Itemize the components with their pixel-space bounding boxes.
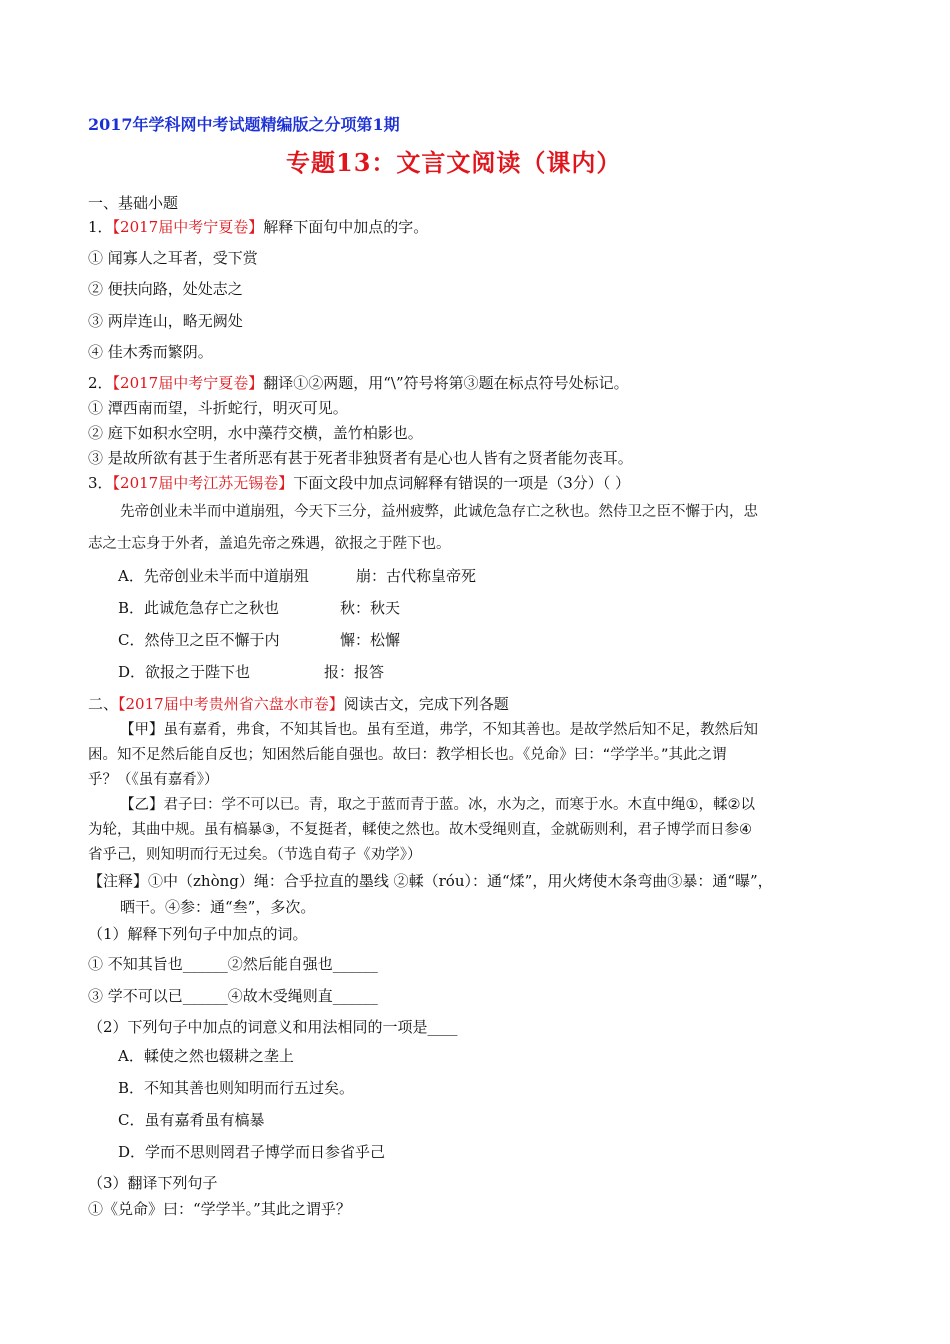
list-item: ② 庭下如积水空明，水中藻荇交横，盖竹柏影也。 [88, 424, 423, 442]
question-prompt: 解释下面句中加点的字。 [263, 218, 429, 236]
section-source: 【2017届中考贵州省六盘水市卷】 [118, 695, 344, 713]
option-c-note: 懈：松懈 [340, 631, 401, 649]
question-1 [88, 217, 428, 237]
passage-line: 困。知不足然后能自反也；知困然后能自强也。故曰：教学相长也。《兑命》曰：“学学半。”其此之谓 [88, 747, 727, 763]
list-item: ① 潭西南而望，斗折蛇行，明灭可见。 [88, 399, 348, 417]
question-2 [88, 373, 629, 393]
list-item: ③ 是故所欲有甚于生者所恶有甚于死者非独贤者有是心也人皆有之贤者能勿丧耳。 [88, 449, 633, 467]
list-item: ① 闻寡人之耳者，受下赏 [88, 249, 258, 267]
option-b-note: 秋：秋天 [340, 599, 401, 617]
annotation-line: 晒干。④参：通“叁”，多次。 [120, 898, 316, 916]
option-a-note: 崩：古代称皇帝死 [356, 567, 477, 585]
sub-question-3: （3）翻译下列句子 [88, 1174, 218, 1192]
list-item: ③ 两岸连山，略无阙处 [88, 312, 243, 330]
question-prompt: 翻译①②两题，用“\”符号将第③题在标点符号处标记。 [263, 374, 629, 392]
passage-line: 志之士忘身于外者，盖追先帝之殊遇，欲报之于陛下也。 [88, 536, 451, 552]
question-number: 2． [88, 374, 113, 392]
question-source: 【2017届中考宁夏卷】 [112, 374, 264, 392]
question-number: 1． [88, 218, 113, 236]
option-c: C．虽有嘉肴虽有槁暴 [118, 1111, 265, 1129]
translation-item: ①《兑命》曰：“学学半。”其此之谓乎？ [88, 1200, 351, 1218]
fill-blank-line: ① 不知其旨也______②然后能自强也______ [88, 955, 378, 973]
question-source: 【2017届中考宁夏卷】 [112, 218, 264, 236]
sub-question-2: （2）下列句子中加点的词意义和用法相同的一项是____ [88, 1018, 458, 1036]
sub-question-1: （1）解释下列句子中加点的词。 [88, 925, 308, 943]
passage-line: 省乎己，则知明而行无过矣。（节选自荀子《劝学》） [88, 847, 422, 863]
series-title: 2017年学科网中考试题精编版之分项第1期 [88, 115, 400, 134]
passage-line: 先帝创业未半而中道崩殂，今天下三分，益州疲弊，此诚危急存亡之秋也。然侍卫之臣不懈于内，忠 [120, 504, 758, 520]
option-b: B．不知其善也则知明而行五过矣。 [118, 1079, 355, 1097]
passage-line: 【甲】虽有嘉肴，弗食，不知其旨也。虽有至道，弗学，不知其善也。是故学然后知不足，教然后知 [120, 722, 758, 738]
passage-line: 【乙】君子曰：学不可以已。青，取之于蓝而青于蓝。冰，水为之，而寒于水。木直中绳①，輮②以 [120, 797, 755, 813]
option-d-note: 报：报答 [324, 663, 385, 681]
page-title: 专题13：文言文阅读（课内） [286, 148, 622, 177]
fill-blank-line: ③ 学不可以已______④故木受绳则直______ [88, 987, 378, 1005]
option-b: B．此诚危急存亡之秋也 [118, 599, 280, 617]
option-d: D．欲报之于陛下也 [118, 663, 251, 681]
section-heading: 一、基础小题 [88, 194, 179, 212]
section-2-heading [88, 694, 509, 714]
annotation-line: 【注释】①中（zhòng）绳：合乎拉直的墨线 ②輮（róu）：通“煣”，用火烤使木条弯曲③暴：通“曝”， [88, 872, 773, 890]
question-3 [88, 473, 630, 493]
option-d: D．学而不思则罔君子博学而日参省乎己 [118, 1143, 386, 1161]
section-number: 二、 [88, 695, 119, 713]
option-c: C．然侍卫之臣不懈于内 [118, 631, 280, 649]
passage-line: 乎？（《虽有嘉肴》） [88, 772, 219, 788]
question-prompt: 下面文段中加点词解释有错误的一项是（3分）（ ） [293, 474, 631, 492]
section-prompt: 阅读古文，完成下列各题 [343, 695, 509, 713]
option-a: A．輮使之然也辍耕之垄上 [118, 1047, 294, 1065]
question-number: 3． [88, 474, 113, 492]
option-a: A．先帝创业未半而中道崩殂 [118, 567, 309, 585]
list-item: ④ 佳木秀而繁阴。 [88, 343, 213, 361]
list-item: ② 便扶向路，处处志之 [88, 280, 243, 298]
passage-line: 为轮，其曲中规。虽有槁暴③，不复挺者，輮使之然也。故木受绳则直，金就砺则利，君子博学而日参④ [88, 822, 752, 838]
question-source: 【2017届中考江苏无锡卷】 [112, 474, 294, 492]
